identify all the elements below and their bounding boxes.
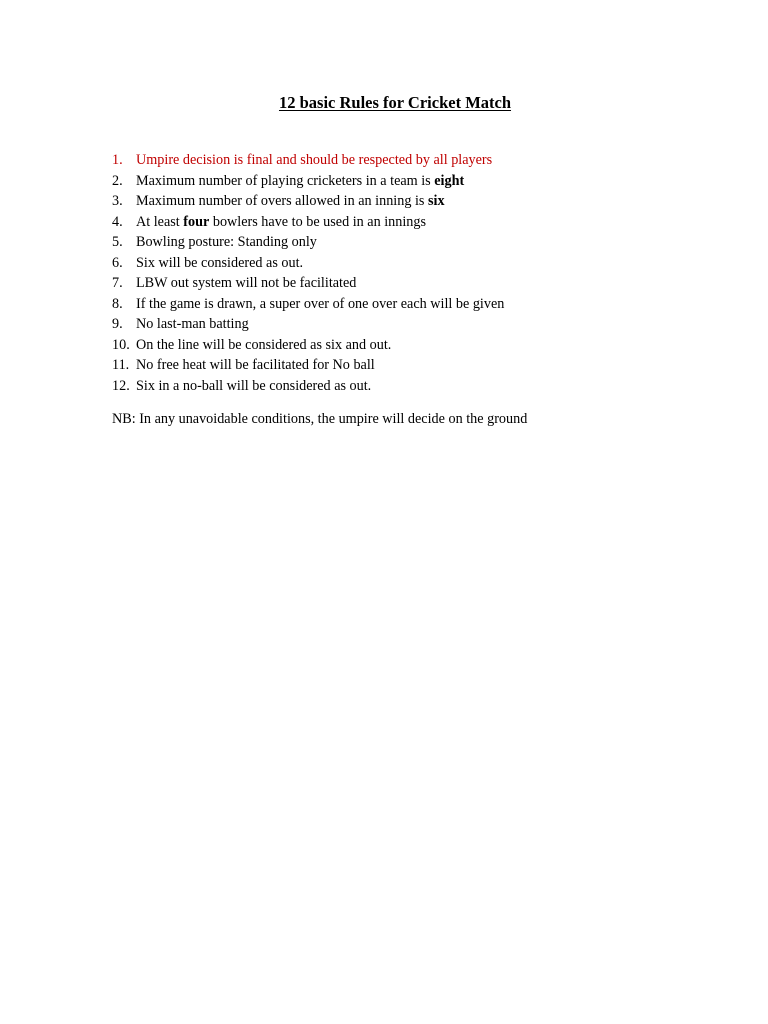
rule-text-part: Maximum number of overs allowed in an inning is [136,193,428,209]
rule-text [136,314,249,335]
rule-item-1 [112,150,504,171]
rule-number: 10. [112,336,130,353]
rule-number: 6. [112,254,123,271]
rule-text [136,150,492,171]
rule-number: 7. [112,275,123,291]
rule-number: 12. [112,377,130,394]
rules-list [112,150,504,396]
rule-item-4 [112,212,504,233]
rule-number: 4. [112,213,123,230]
rule-number: 8. [112,295,123,312]
rule-text-part: bowlers have to be used in an innings [209,213,427,230]
rule-text-part: No free heat will be facilitated for No ball [136,357,375,373]
rule-text [136,273,356,294]
rule-text [136,212,426,233]
rule-text [136,232,317,253]
rule-number: 1. [112,152,123,168]
rule-text [136,355,375,376]
rule-text [136,294,504,315]
rule-item-11 [112,355,504,376]
page-title: 12 basic Rules for Cricket Match [278,93,512,112]
rule-text [136,253,303,274]
rule-number: 3. [112,193,123,209]
rule-text-part: Six will be considered as out. [136,254,304,271]
rule-item-7 [112,273,504,294]
rule-text-part: Maximum number of playing cricketers in a team is [136,172,435,189]
rule-text [136,335,391,356]
rule-number: 2. [112,172,123,189]
footnote: NB: In any unavoidable conditions, the umpire will decide on the ground [112,411,528,427]
rule-text-part: Bowling posture: Standing only [136,234,317,250]
rule-text [136,171,464,192]
rule-text-part: Six in a no-ball will be considered as out. [136,377,372,394]
rule-item-8 [112,294,504,315]
rule-item-10 [112,335,504,356]
rule-item-12 [112,376,504,397]
rule-item-9 [112,314,504,335]
rule-text-part: No last-man batting [136,316,249,332]
rule-item-2 [112,171,504,192]
rule-item-3 [112,191,504,212]
rule-item-5 [112,232,504,253]
rule-number: 11. [112,357,130,373]
rule-text-part: Umpire decision is final and should be respected by all players [136,152,493,168]
rule-emphasis: six [427,193,445,209]
rule-text [136,376,371,397]
rule-emphasis: eight [434,172,465,189]
rule-emphasis: four [183,213,210,230]
rule-number: 5. [112,234,123,250]
rule-text-part: If the game is drawn, a super over of one over each will be given [136,295,505,312]
rule-text-part: At least [136,213,184,230]
rule-text-part: On the line will be considered as six and out. [136,336,392,353]
rule-text-part: LBW out system will not be facilitated [136,275,357,291]
rule-item-6 [112,253,504,274]
rule-number: 9. [112,316,123,332]
rule-text [136,191,445,212]
